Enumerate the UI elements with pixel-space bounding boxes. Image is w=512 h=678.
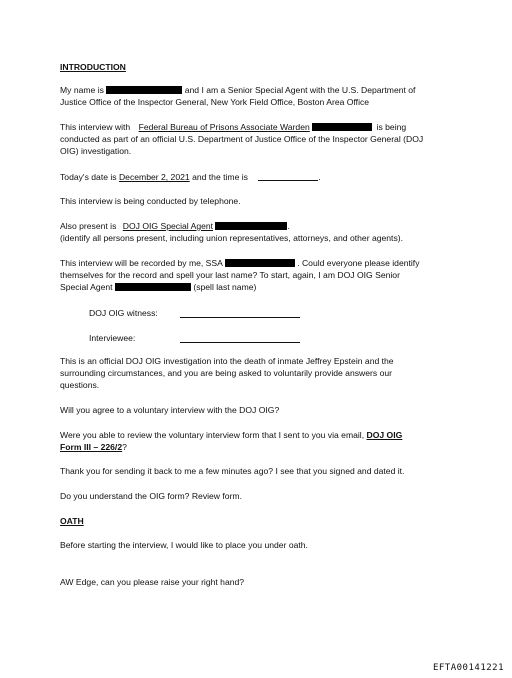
oath-line: Before starting the interview, I would like to place you under oath. <box>60 540 308 550</box>
recorded-text: This interview will be recorded by me, SSA <box>60 258 223 268</box>
intro-text: My name is <box>60 85 104 95</box>
understand-form-line: Do you understand the OIG form? Review form. <box>60 491 242 501</box>
form-review-text: Were you able to review the voluntary interview form that I sent to you via email, <box>60 430 365 440</box>
date-text: Today's date is <box>60 172 117 182</box>
form-reference: DOJ OIG <box>366 430 403 440</box>
interview-date: December 2, 2021 <box>118 172 190 182</box>
also-present-text: Also present is <box>60 221 117 231</box>
interview-with-line-2: conducted as part of an official U.S. Department of Justice Office of the Inspector General (DOJ <box>60 134 424 144</box>
interview-with-text: is being <box>376 122 407 132</box>
form-review-text: ? <box>122 442 127 452</box>
intro-paragraph-line-1 <box>60 85 415 96</box>
date-text: and the time is <box>192 172 248 182</box>
interview-with-text: This interview with <box>60 122 131 132</box>
recorded-line-1 <box>60 258 420 269</box>
form-review-line-1 <box>60 430 402 441</box>
introduction-heading: INTRODUCTION <box>60 62 126 72</box>
recorded-line-2: themselves for the record and spell your last name? To start, again, I am DOJ OIG Senior <box>60 270 400 280</box>
date-line <box>60 172 321 183</box>
voluntary-interview-question: Will you agree to a voluntary interview with the DOJ OIG? <box>60 405 280 415</box>
interviewee-title: Federal Bureau of Prisons Associate Warden <box>138 122 310 132</box>
telephone-line: This interview is being conducted by telephone. <box>60 196 241 206</box>
investigation-line-1: This is an official DOJ OIG investigation into the death of inmate Jeffrey Epstein and the <box>60 356 394 366</box>
intro-text: and I am a Senior Special Agent with the U.S. Department of <box>184 85 416 95</box>
intro-paragraph-line-2: Justice Office of the Inspector General, New York Field Office, Boston Area Office <box>60 97 370 107</box>
redaction-box <box>312 123 372 131</box>
interviewee-label: Interviewee: <box>89 333 136 343</box>
recorded-line-3 <box>60 282 256 293</box>
interview-with-line-1 <box>60 122 406 133</box>
oath-heading: OATH <box>60 516 84 526</box>
also-present-text: . <box>287 221 290 231</box>
investigation-line-3: questions. <box>60 380 100 390</box>
redaction-box <box>115 283 191 291</box>
thank-you-line: Thank you for sending it back to me a few minutes ago? I see that you signed and dated it. <box>60 466 405 476</box>
redaction-box <box>225 259 295 267</box>
doj-oig-witness-blank <box>180 307 300 318</box>
interviewee-blank <box>180 332 300 343</box>
doj-oig-witness-label: DOJ OIG witness: <box>89 308 158 318</box>
also-present-line-2: (identify all persons present, including union representatives, attorneys, and other agents). <box>60 233 403 243</box>
document-id: EFTA00141221 <box>432 663 504 673</box>
redaction-box <box>106 86 182 94</box>
time-blank <box>258 172 321 182</box>
also-present-line-1 <box>60 221 290 232</box>
investigation-line-2: surrounding circumstances, and you are being asked to voluntarily provide answers our <box>60 368 392 378</box>
also-present-title: DOJ OIG Special Agent <box>122 221 214 231</box>
recorded-text: (spell last name) <box>193 282 257 292</box>
recorded-text: . Could everyone please identify <box>297 258 420 268</box>
recorded-text: Special Agent <box>60 282 113 292</box>
form-review-line-2 <box>60 442 127 453</box>
form-reference: Form III – 226/2 <box>60 442 123 452</box>
raise-hand-line: AW Edge, can you please raise your right hand? <box>60 577 245 587</box>
date-text: . <box>318 172 321 182</box>
redaction-box <box>215 221 290 231</box>
interview-with-line-3: OIG) investigation. <box>60 146 132 156</box>
